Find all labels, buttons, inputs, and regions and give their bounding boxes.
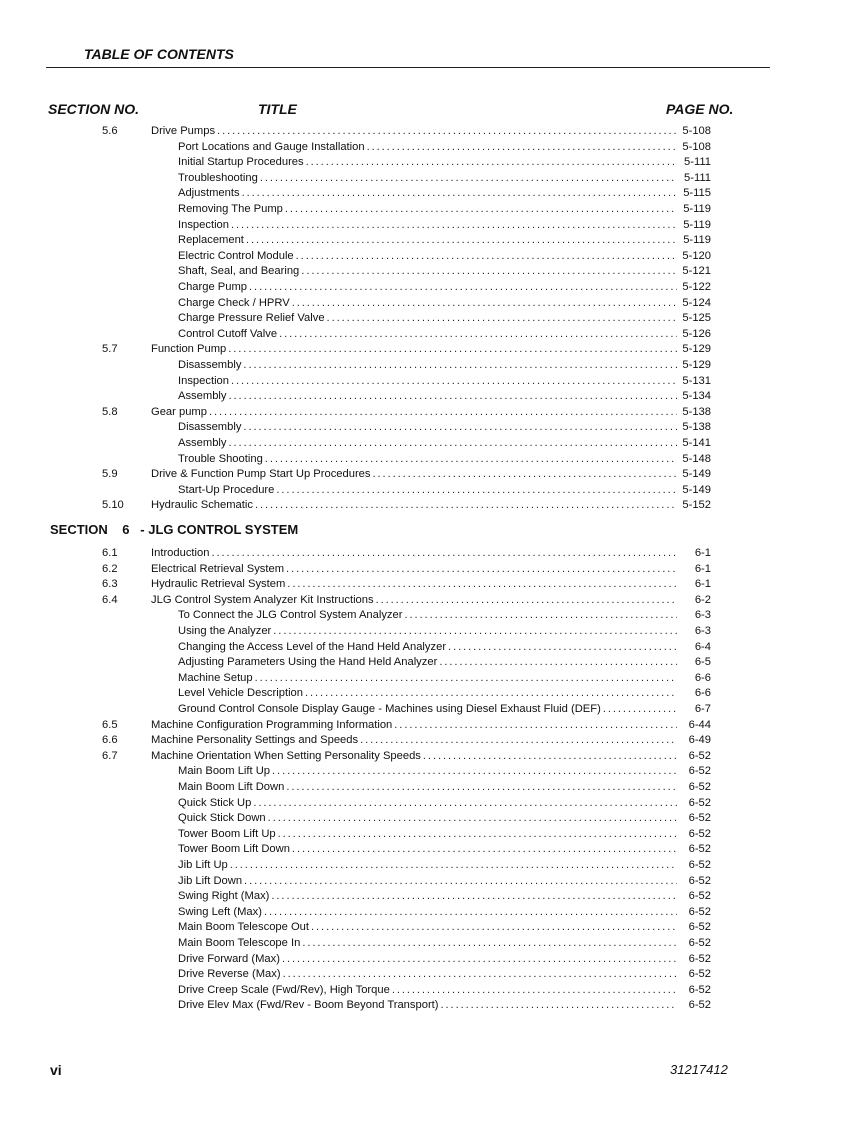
toc-entry-page: 6-52 [688,843,711,856]
toc-entry [0,233,866,248]
toc-entry [0,405,866,420]
toc-entry-page: 5-124 [682,296,711,309]
toc-entry-number: 5.6 [102,125,118,137]
toc-entry [0,920,866,935]
toc-entry [0,733,866,748]
toc-entry-number: 6.3 [102,578,118,591]
toc-entry-title: Function Pump [151,343,227,356]
toc-entry-title: Control Cutoff Valve [178,327,278,340]
toc-entry-page: 6-52 [688,999,711,1012]
dot-leader [231,218,677,233]
toc-entry-line [178,998,711,1013]
toc-entry-page: 6-1 [694,547,711,559]
toc-entry [0,124,866,139]
toc-entry [0,967,866,982]
toc-entry-line [151,124,711,139]
toc-entry-title: Swing Left (Max) [178,905,262,918]
toc-entry-page: 5-108 [682,140,711,153]
toc-entry-line [151,749,711,764]
dot-leader [311,920,677,935]
toc-entry-line [178,186,711,201]
dot-leader [273,624,677,639]
toc-entry [0,998,866,1013]
toc-entry-page: 6-7 [694,703,711,715]
toc-entry-line [151,562,711,577]
toc-entry [0,764,866,779]
dot-leader [276,483,677,498]
dot-leader [243,420,677,435]
toc-entry-line [178,624,711,639]
toc-entry [0,952,866,967]
toc-entry-page: 6-1 [694,578,711,591]
toc-entry-line [178,842,711,857]
toc-entry-line [178,671,711,686]
toc-entry-page: 6-52 [688,890,711,903]
toc-entry-line [178,202,711,217]
toc-entry-number: 6.7 [102,749,118,762]
toc-entry-title: Assembly [178,437,227,449]
column-header-section: SECTION NO. [48,101,140,117]
toc-entry-page: 6-52 [688,921,711,934]
toc-entry-line [178,327,711,342]
toc-entry [0,296,866,311]
toc-entry-title: Disassembly [178,359,242,371]
toc-entry-page: 5-148 [682,452,711,465]
dot-leader [229,389,678,404]
toc-entry-title: To Connect the JLG Control System Analyzer [178,609,403,622]
toc-entry-page: 5-115 [683,187,711,200]
toc-entry-line [178,640,711,655]
toc-entry-line [178,140,711,155]
toc-entry-title: Charge Pressure Relief Valve [178,312,325,325]
dot-leader [242,186,677,201]
toc-entry [0,624,866,639]
toc-entry-line [178,280,711,295]
column-header-page: PAGE NO. [666,101,734,117]
toc-entry-line [178,358,711,373]
toc-entry-title: Machine Personality Settings and Speeds [151,734,359,747]
toc-entry-title: Quick Stick Up [178,796,252,809]
toc-entry-title: Changing the Access Level of the Hand Held Analyzer [178,640,447,653]
toc-entry-title: Initial Startup Procedures [178,156,304,169]
toc-entry-line [178,936,711,951]
toc-entry-page: 6-52 [688,796,711,809]
dot-leader [448,640,677,655]
section-6-heading: SECTION 6 - JLG CONTROL SYSTEM [50,522,299,537]
dot-leader [244,874,677,889]
toc-entry-page: 5-131 [682,374,711,387]
toc-entry-page: 6-52 [688,937,711,949]
toc-entry [0,593,866,608]
toc-entry [0,311,866,326]
toc-entry-line [178,483,711,498]
toc-entry [0,905,866,920]
toc-entry-line [178,889,711,904]
toc-entry-page: 6-52 [688,874,711,887]
dot-leader [441,998,677,1013]
dot-leader [296,249,677,264]
toc-entry-line [178,796,711,811]
toc-entry-title: Level Vehicle Description [178,687,303,700]
toc-entry-line [178,436,711,451]
toc-entry-page: 6-49 [688,734,711,747]
dot-leader [278,827,677,842]
toc-entry-page: 6-52 [688,905,711,918]
toc-entry-page: 5-120 [682,249,711,262]
toc-entry-title: Drive & Function Pump Start Up Procedures [151,468,371,481]
toc-entry [0,155,866,170]
toc-entry-title: Quick Stick Down [178,812,266,825]
dot-leader [367,140,677,155]
dot-leader [306,155,677,170]
dot-leader [423,749,677,764]
toc-entry-number: 6.2 [102,562,118,575]
toc-entry-line [178,311,711,326]
toc-entry-page: 5-119 [683,234,711,247]
toc-entry-title: Shaft, Seal, and Bearing [178,265,300,278]
toc-entry-line [151,577,711,592]
toc-entry-title: Assembly [178,390,227,403]
column-header-title: TITLE [258,101,297,117]
toc-entry [0,436,866,451]
toc-entry-page: 5-126 [682,327,711,340]
toc-entry-page: 6-52 [688,859,711,871]
toc-entry-line [178,920,711,935]
toc-entry-page: 6-1 [694,562,711,575]
toc-entry [0,655,866,670]
toc-entry-title: Machine Setup [178,671,253,684]
toc-entry-line [178,296,711,311]
toc-entry-line [178,686,711,701]
toc-entry-page: 5-134 [682,390,711,403]
toc-entry [0,749,866,764]
toc-entry-title: Introduction [151,547,210,559]
toc-entry-line [151,498,711,513]
toc-entry-page: 6-4 [694,640,711,653]
toc-entry [0,671,866,686]
dot-leader [283,967,677,982]
toc-entry-page: 6-52 [688,983,711,996]
toc-entry [0,389,866,404]
toc-entry [0,827,866,842]
toc-entry-line [178,905,711,920]
toc-entry-title: Electrical Retrieval System [151,562,285,575]
toc-entry [0,889,866,904]
toc-entry [0,280,866,295]
dot-leader [439,655,677,670]
toc-entry-title: Main Boom Telescope In [178,937,301,949]
toc-entry [0,718,866,733]
toc-entry-line [178,811,711,826]
toc-entry [0,452,866,467]
toc-entry-page: 5-111 [684,156,711,169]
toc-entry [0,577,866,592]
toc-entry [0,686,866,701]
toc-entry [0,562,866,577]
toc-entry-page: 5-141 [682,437,711,449]
toc-entry-page: 5-152 [682,499,711,512]
toc-entry-title: Charge Pump [178,281,248,293]
dot-leader [285,202,677,217]
toc-entry-page: 5-129 [682,359,711,371]
dot-leader [404,608,677,623]
toc-entry-title: Main Boom Telescope Out [178,921,310,934]
toc-entry [0,140,866,155]
dot-leader [229,436,678,451]
dot-leader [260,171,677,186]
dot-leader [287,577,677,592]
toc-entry-line [178,374,711,389]
toc-entry-page: 5-122 [682,281,711,293]
toc-entry [0,249,866,264]
toc-entry-page: 6-3 [694,609,711,622]
dot-leader [265,452,677,467]
dot-leader [292,296,677,311]
toc-entry-line [178,967,711,982]
dot-leader [255,498,677,513]
dot-leader [360,733,677,748]
toc-entry-title: Drive Forward (Max) [178,952,280,965]
toc-entry [0,796,866,811]
dot-leader [373,467,678,482]
toc-entry-line [178,983,711,998]
toc-entry-page: 6-52 [688,952,711,965]
toc-entry-title: Removing The Pump [178,203,283,215]
toc-entry-title: Jib Lift Down [178,874,243,887]
toc-entry-title: Disassembly [178,421,242,434]
page-header-title: TABLE OF CONTENTS [84,46,234,62]
toc-entry-page: 6-52 [688,765,711,778]
toc-entry-title: Adjustments [178,187,240,200]
toc-entry [0,983,866,998]
toc-entry-line [178,780,711,795]
toc-entry [0,640,866,655]
toc-entry-page: 6-52 [688,749,711,762]
toc-entry-page: 5-119 [683,218,711,231]
toc-entry-line [151,733,711,748]
toc-entry-page: 5-149 [682,483,711,496]
toc-entry-line [178,389,711,404]
toc-entry-line [178,452,711,467]
toc-entry-page: 6-6 [694,671,711,684]
toc-entry-line [151,593,711,608]
toc-entry-title: Machine Orientation When Setting Personality Speeds [151,749,421,762]
dot-leader [282,952,677,967]
dot-leader [230,858,677,873]
toc-entry-line [178,858,711,873]
toc-entry-line [178,264,711,279]
dot-leader [279,327,677,342]
toc-entry-title: Drive Creep Scale (Fwd/Rev), High Torque [178,983,390,996]
toc-entry-title: Tower Boom Lift Down [178,843,290,856]
toc-entry-line [178,171,711,186]
toc-entry-title: Troubleshooting [178,171,258,184]
toc-entry-title: Inspection [178,218,229,231]
dot-leader [268,811,677,826]
dot-leader [246,233,677,248]
toc-entry-page: 5-138 [682,421,711,434]
toc-entry-title: Hydraulic Schematic [151,499,253,512]
dot-leader [211,546,677,561]
toc-entry-title: Charge Check / HPRV [178,296,290,309]
toc-entry [0,420,866,435]
dot-leader [209,405,677,420]
dot-leader [286,562,677,577]
toc-entry-title: Hydraulic Retrieval System [151,578,286,591]
toc-entry-line [178,155,711,170]
toc-entry-line [178,702,711,717]
toc-entry-number: 5.10 [102,499,124,512]
toc-entry-number: 5.9 [102,468,118,481]
dot-leader [272,764,677,779]
dot-leader [392,983,677,998]
toc-entry-line [178,249,711,264]
toc-entry-page: 6-52 [688,812,711,825]
toc-entry-page: 6-52 [688,968,711,981]
toc-entry-title: Machine Configuration Programming Information [151,718,393,731]
toc-entry-title: Replacement [178,234,244,247]
toc-entry [0,498,866,513]
toc-entry [0,483,866,498]
toc-entry-page: 5-138 [682,405,711,418]
toc-entry-title: Tower Boom Lift Up [178,827,276,840]
toc-entry-page: 6-5 [694,656,711,669]
toc-entry [0,327,866,342]
toc-entry-title: Electric Control Module [178,249,294,262]
toc-entry-title: Gear pump [151,405,207,418]
toc-entry [0,858,866,873]
toc-entry [0,342,866,357]
toc-entry-line [178,218,711,233]
dot-leader [301,264,677,279]
toc-entry [0,811,866,826]
footer-page-number: vi [50,1062,62,1078]
dot-leader [292,842,677,857]
toc-entry-line [151,342,711,357]
dot-leader [271,889,677,904]
toc-entry-page: 6-52 [688,827,711,840]
dot-leader [255,671,677,686]
dot-leader [228,342,677,357]
toc-entry-line [178,827,711,842]
toc-entry-title: Ground Control Console Display Gauge - Machines using Diesel Exhaust Fluid (DEF) [178,703,601,715]
toc-entry-title: Main Boom Lift Up [178,765,271,778]
toc-entry [0,202,866,217]
dot-leader [603,702,677,717]
toc-entry [0,936,866,951]
toc-entry-number: 6.4 [102,593,118,606]
toc-entry-page: 5-125 [682,312,711,325]
toc-entry [0,780,866,795]
toc-entry-title: Trouble Shooting [178,452,263,465]
toc-entry-page: 5-119 [683,203,711,215]
toc-entry-line [178,764,711,779]
toc-entry [0,467,866,482]
toc-entry-number: 6.1 [102,547,118,559]
toc-entry-line [178,420,711,435]
dot-leader [231,374,677,389]
dot-leader [305,686,677,701]
toc-entry-line [151,718,711,733]
toc-entry-title: JLG Control System Analyzer Kit Instructions [151,593,374,606]
toc-entry-number: 6.6 [102,734,118,747]
toc-entry-line [151,467,711,482]
toc-entry-title: Using the Analyzer [178,625,272,637]
toc-entry-number: 6.5 [102,718,118,731]
toc-entry-page: 6-3 [694,625,711,637]
toc-entry [0,171,866,186]
toc-entry-page: 5-121 [682,265,711,278]
toc-entry-title: Drive Pumps [151,125,216,137]
dot-leader [327,311,677,326]
toc-entry-line [178,874,711,889]
toc-entry [0,546,866,561]
toc-entry [0,874,866,889]
dot-leader [217,124,677,139]
toc-entry-title: Inspection [178,374,229,387]
toc-entry-number: 5.8 [102,405,118,418]
toc-entry [0,358,866,373]
toc-entry-title: Drive Reverse (Max) [178,968,281,981]
dot-leader [394,718,677,733]
toc-entry-page: 6-52 [688,781,711,793]
dot-leader [286,780,677,795]
toc-entry-page: 6-44 [688,718,711,731]
toc-entry-line [178,608,711,623]
toc-entry-line [178,655,711,670]
dot-leader [302,936,677,951]
toc-entry [0,608,866,623]
toc-entry-page: 5-111 [684,171,711,184]
toc-entry [0,702,866,717]
toc-entry [0,264,866,279]
toc-entry-page: 5-129 [682,343,711,356]
toc-entry-line [151,405,711,420]
toc-entry-title: Drive Elev Max (Fwd/Rev - Boom Beyond Transport) [178,999,439,1012]
dot-leader [376,593,677,608]
header-rule [46,67,770,68]
toc-entry [0,218,866,233]
footer-document-number: 31217412 [670,1062,728,1077]
toc-entry-line [178,233,711,248]
toc-entry-title: Swing Right (Max) [178,890,270,903]
toc-entry-title: Port Locations and Gauge Installation [178,140,365,153]
toc-entry-page: 6-6 [694,687,711,700]
dot-leader [243,358,677,373]
toc-entry-title: Main Boom Lift Down [178,781,285,793]
toc-entry-page: 5-149 [682,468,711,481]
toc-entry-number: 5.7 [102,343,118,356]
dot-leader [264,905,677,920]
dot-leader [249,280,677,295]
toc-entry [0,842,866,857]
toc-entry [0,186,866,201]
toc-entry-page: 5-108 [682,125,711,137]
toc-entry-line [178,952,711,967]
dot-leader [253,796,677,811]
toc-entry-title: Adjusting Parameters Using the Hand Held Analyzer [178,656,438,669]
toc-entry-line [151,546,711,561]
toc-entry-page: 6-2 [694,593,711,606]
toc-entry-title: Jib Lift Up [178,859,228,871]
toc-entry [0,374,866,389]
toc-entry-title: Start-Up Procedure [178,483,275,496]
